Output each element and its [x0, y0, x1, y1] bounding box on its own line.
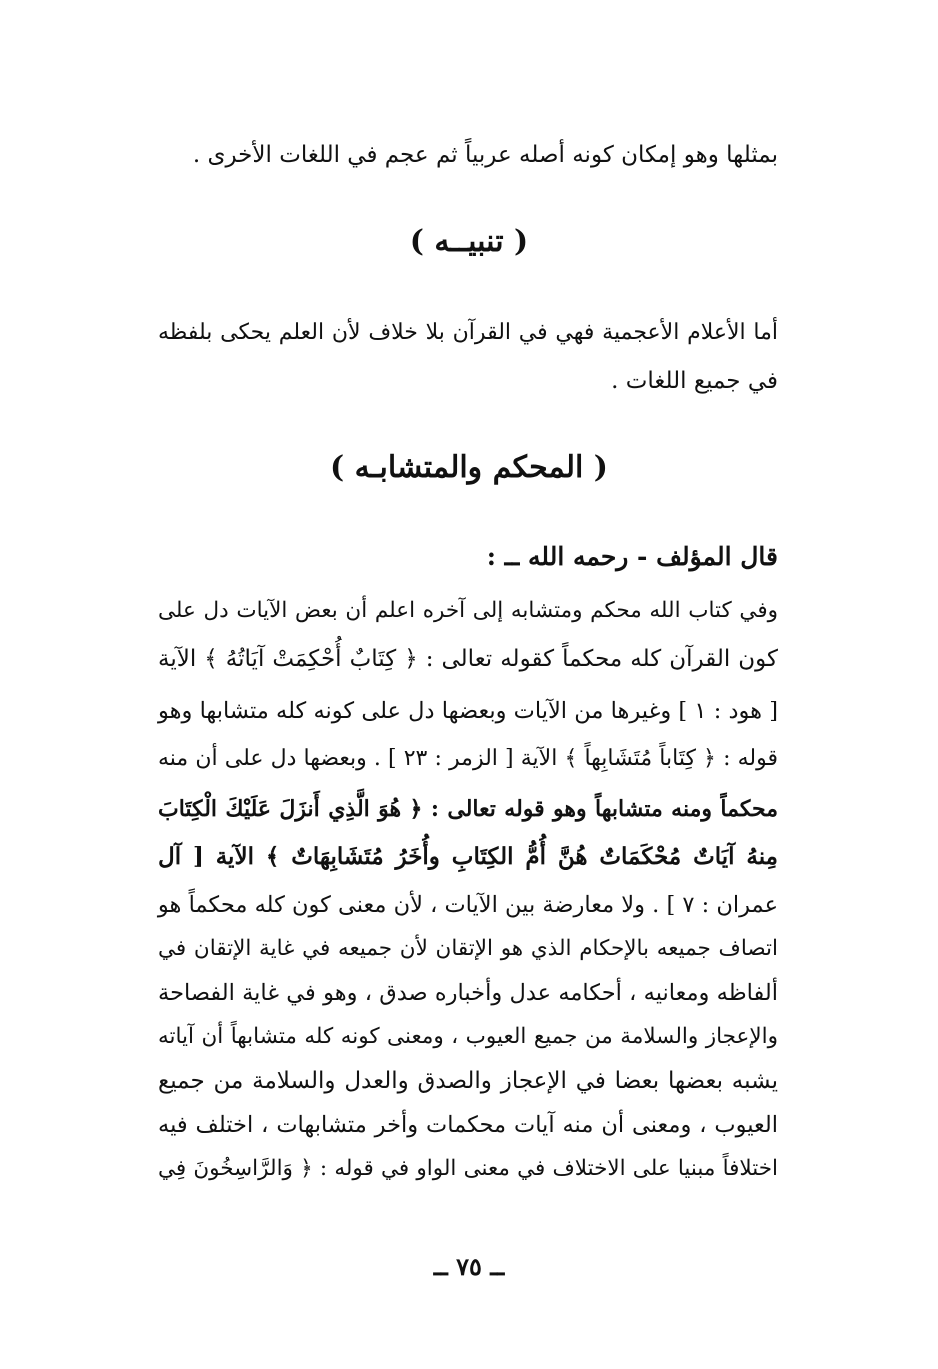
tanbih-line-2: في جميع اللغات . — [611, 368, 778, 394]
tanbih-line-1: أما الأعلام الأعجمية فهي في القرآن بلا خلاف لأن العلم يحكى بلفظه — [158, 320, 778, 345]
body-line-7: عمران : ٧ ] . ولا معارضة بين الآيات ، لأن معنى كون كله محكماً هو — [157, 892, 778, 918]
tanbih-heading: ( تنبيــه ) — [409, 224, 529, 259]
body-line-3: [ هود : ١ ] وغيرها من الآيات وبعضها دل على كونه كله متشابها وهو — [158, 698, 779, 724]
body-line-2: كون القرآن كله محكماً كقوله تعالى : ﴿ كِتَابٌ أُحْكِمَتْ آيَاتُهُ ﴾ الآية — [158, 646, 778, 672]
muhkam-heading: ( المحكم والمتشابـه ) — [330, 450, 608, 485]
body-line-13: اختلافاً مبنيا على الاختلاف في معنى الواو في قوله : ﴿ وَالرَّاسِخُونَ فِي — [158, 1156, 778, 1181]
body-line-11: يشبه بعضها بعضا في الإعجاز والصدق والعدل والسلامة من جميع — [158, 1068, 778, 1094]
author-label: قال المؤلف - رحمه الله ــ : — [486, 542, 778, 571]
body-line-8: اتصاف جميعه بالإحكام الذي هو الإتقان لأن جميعه في غاية الإتقان في — [158, 936, 778, 961]
body-line-5: محكماً ومنه متشابهاً وهو قوله تعالى : ﴿ هُوَ الَّذِي أَنزَلَ عَلَيْكَ الْكِتَابَ — [158, 796, 778, 822]
intro-line-1: بمثلها وهو إمكان كونه أصله عربياً ثم عجم في اللغات الأخرى . — [192, 142, 778, 168]
body-line-12: العيوب ، ومعنى أن منه آيات محكمات وأخر متشابهات ، اختلف فيه — [158, 1112, 778, 1138]
body-line-6: مِنهُ آيَاتٌ مُحْكَمَاتٌ هُنَّ أُمُّ الكِتَابِ وأُخَرُ مُتَشَابِهَاتٌ ﴾ الآية [ آل — [158, 843, 778, 870]
body-line-4: قوله : ﴿ كِتَاباً مُتَشَابِهاً ﴾ الآية [ الزمر : ٢٣ ] . وبعضها دل على أن منه — [158, 746, 778, 771]
body-line-9: ألفاظه ومعانيه ، أحكامه عدل وأخباره صدق ، وهو في غاية الفصاحة — [158, 980, 778, 1006]
body-line-10: والإعجاز والسلامة من جميع العيوب ، ومعنى كونه كله متشابهاً أن آياته — [158, 1024, 778, 1049]
body-line-1: وفي كتاب الله محكم ومتشابه إلى آخره اعلم أن بعض الآيات دل على — [158, 598, 778, 623]
page-number: ــ ٧٥ ــ — [433, 1252, 505, 1281]
